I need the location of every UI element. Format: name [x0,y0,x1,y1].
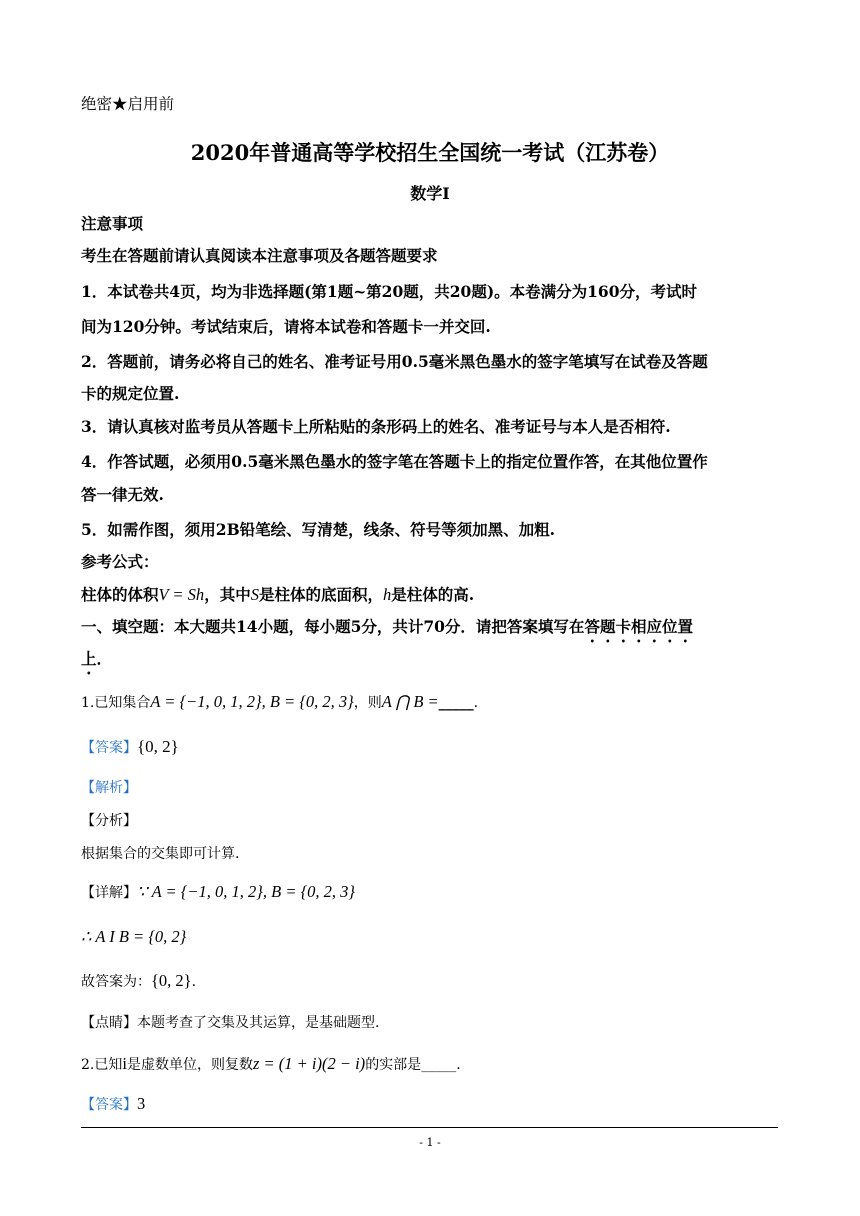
q1-detail-math: ∵ A = {−1, 0, 1, 2}, B = {0, 2, 3} [137,882,356,901]
formula-text-1: 柱体的体积 [81,585,159,604]
q1-fenxi-tag: 【分析】 [81,813,137,829]
q1-prefix: 1.已知集合 [81,695,151,711]
q1-math-intersection: A ⋂ B = [381,692,439,711]
formula-heading: 参考公式： [81,552,159,571]
notice-item-1a: 1．本试卷共4页，均为非选择题(第1题~第20题，共20题)。本卷满分为160分，考试时 [81,282,698,301]
q2-blank: _____ [421,1057,457,1073]
q1-answer-tag: 【答案】 [81,740,137,756]
formula-text-4: 是柱体的高. [391,585,475,604]
exam-title: 2020年普通高等学校招生全国统一考试（江苏卷） [190,140,670,165]
q2-end: . [456,1057,461,1073]
notice-item-2b: 卡的规定位置. [81,384,180,403]
q1-detail-tag: 【详解】 [81,885,137,901]
q1-comment: 本题考查了交集及其运算，是基础题型. [137,1015,380,1031]
formula-text-3: 是柱体的底面积， [258,585,383,604]
section1-emphasis-2: 上 [81,649,97,668]
q2-stem [81,1053,461,1076]
notice-intro: 考生在答题前请认真阅读本注意事项及各题答题要求 [81,246,438,265]
formula-line [81,584,474,606]
secret-label: 绝密★启用前 [81,95,175,113]
formula-math-volume: V = Sh [158,585,205,604]
q2-math: z = (1 + i)(2 − i) [252,1054,366,1073]
q1-answer: {0, 2} [137,737,179,756]
q1-conclusion [81,970,196,993]
section1-line2 [81,648,112,678]
section1-emphasis: 答题卡相应位置 [584,617,693,636]
q1-comment-line [81,1012,379,1034]
page-number: - 1 - [419,1136,441,1149]
formula-math-s: S [250,585,259,604]
q2-tail: 的实部是 [365,1057,422,1073]
q2-mid: 是虚数单位，则复数 [126,1057,253,1073]
section1-line1 [81,616,693,646]
q1-mid: ，则 [353,695,382,711]
q2-math-i: i [122,1054,127,1073]
formula-text-2: ，其中 [204,585,251,604]
q2-answer: 3 [137,1094,146,1113]
q1-comment-tag: 【点睛】 [81,1015,137,1031]
exam-subtitle: 数学Ⅰ [410,184,450,203]
notice-item-4a: 4．作答试题，必须用0.5毫米黑色墨水的签字笔在答题卡上的指定位置作答，在其他位置作 [81,452,708,471]
notice-item-3: 3．请认真核对监考员从答题卡上所粘贴的条形码上的姓名、准考证号与本人是否相符. [81,417,671,436]
q2-answer-tag: 【答案】 [81,1097,137,1113]
q1-blank: _____ [438,695,474,711]
section1-tail: ． [96,649,113,668]
notice-item-1b: 间为120分钟。考试结束后，请将本试卷和答题卡一并交回. [81,317,491,336]
q1-therefore: ∴ A I B = {0, 2} [81,927,187,946]
notice-heading: 注意事项 [81,214,144,233]
q1-answer-line [81,736,179,759]
q1-stem [81,691,478,714]
section1-text: 一、填空题：本大题共14小题，每小题5分，共计70分．请把答案填写在 [81,617,585,636]
q1-detail-line [81,881,355,904]
notice-item-4b: 答一律无效. [81,485,164,504]
q1-end: . [473,695,479,711]
q1-conclude-end: . [191,974,197,990]
q1-fenxi: 根据集合的交集即可计算. [81,846,240,862]
formula-math-h: h [382,585,392,604]
footer-rule [81,1127,778,1128]
q2-prefix: 2.已知 [81,1057,123,1073]
q1-conclude-math: {0, 2} [151,971,192,990]
q1-math-sets: A = {−1, 0, 1, 2}, B = {0, 2, 3} [150,692,354,711]
notice-item-5: 5．如需作图，须用2B铅笔绘、写清楚，线条、符号等须加黑、加粗. [81,520,556,539]
q1-analysis-tag: 【解析】 [81,780,137,796]
q2-answer-line [81,1093,145,1116]
q1-conclude-text: 故答案为： [81,974,151,990]
notice-item-2a: 2．答题前，请务必将自己的姓名、准考证号用0.5毫米黑色墨水的签字笔填写在试卷及答题 [81,352,708,371]
